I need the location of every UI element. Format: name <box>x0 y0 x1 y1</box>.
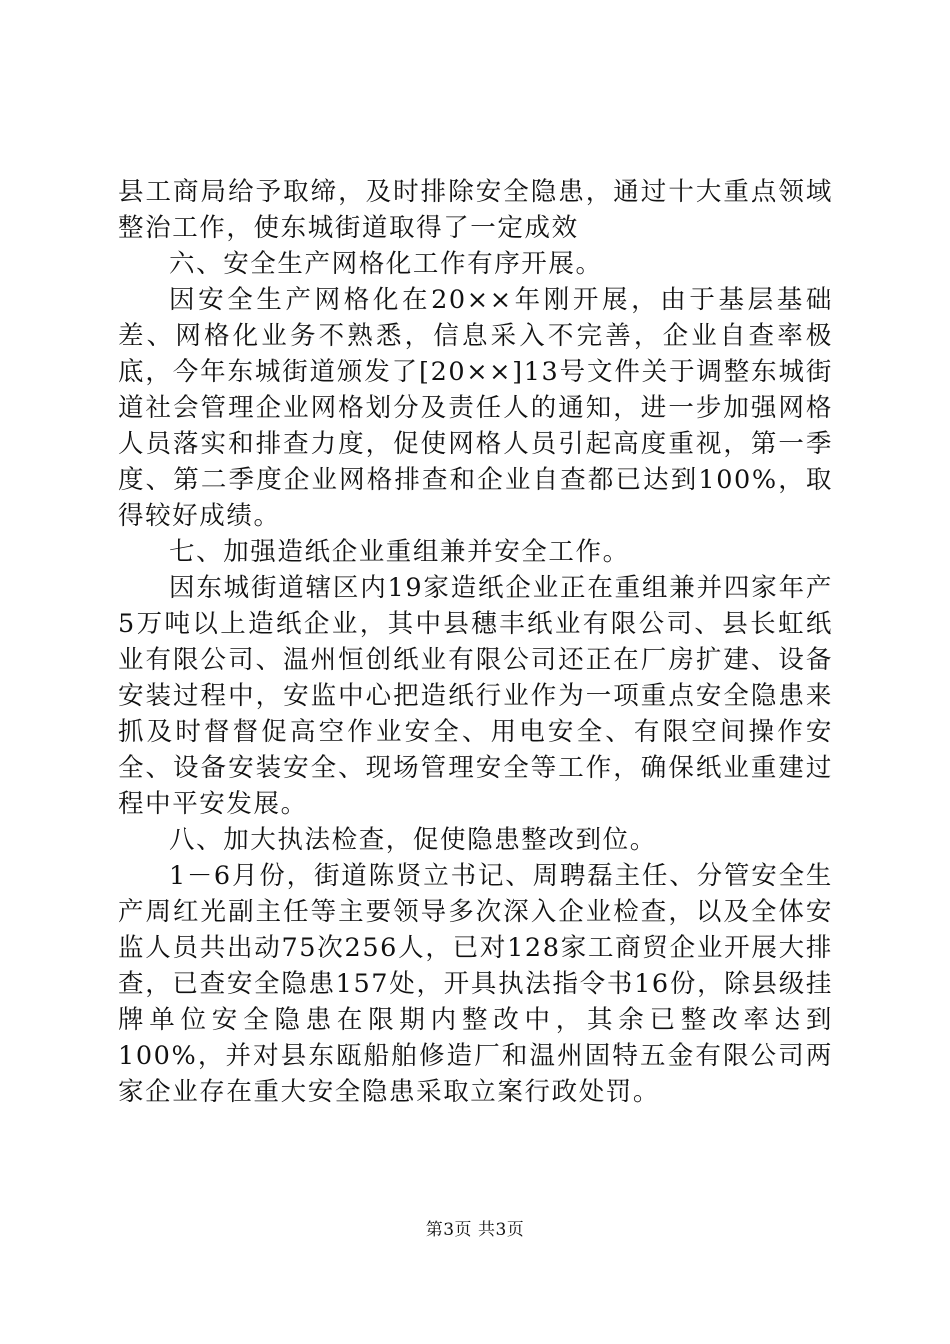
section-heading-6: 六、安全生产网格化工作有序开展。 <box>169 249 603 279</box>
section-heading-8: 八、加大执法检查，促使隐患整改到位。 <box>169 825 657 855</box>
paragraph-grid-management: 因安全生产网格化在20××年刚开展，由于基层基础差、网格化业务不熟悉，信息采入不完善，企业自查率极底，今年东城街道颁发了[20××]13号文件关于调整东城街道社会管理企业网格划分及责任人的通知，进一步加强网格人员落实和排查力度，促使网格人员引起高度重视，第一季度、第二季度企业网格排查和企业自查都已达到100%，取得较好成绩。 <box>118 285 833 531</box>
section-heading-7: 七、加强造纸企业重组兼并安全工作。 <box>169 537 630 567</box>
paragraph-law-enforcement: 1－6月份，街道陈贤立书记、周聘磊主任、分管安全生产周红光副主任等主要领导多次深入企业检查，以及全体安监人员共出动75次256人，已对128家工商贸企业开展大排查，已查安全隐患157处，开具执法指令书16份，除县级挂牌单位安全隐患在限期内整改中，其余已整改率达到100%，并对县东瓯船舶修造厂和温州固特五金有限公司两家企业存在重大安全隐患采取立案行政处罚。 <box>118 861 833 1107</box>
document-body <box>118 174 833 1110</box>
paragraph-paper-enterprises: 因东城街道辖区内19家造纸企业正在重组兼并四家年产5万吨以上造纸企业，其中县穗丰纸业有限公司、县长虹纸业有限公司、温州恒创纸业有限公司还正在厂房扩建、设备安装过程中，安监中心把造纸行业作为一项重点安全隐患来抓及时督督促高空作业安全、用电安全、有限空间操作安全、设备安装安全、现场管理安全等工作，确保纸业重建过程中平安发展。 <box>118 573 833 819</box>
paragraph-continuation: 县工商局给予取缔，及时排除安全隐患，通过十大重点领域整治工作，使东城街道取得了一定成效 <box>118 177 833 243</box>
page-footer: 第3页 共3页 <box>425 1220 525 1240</box>
